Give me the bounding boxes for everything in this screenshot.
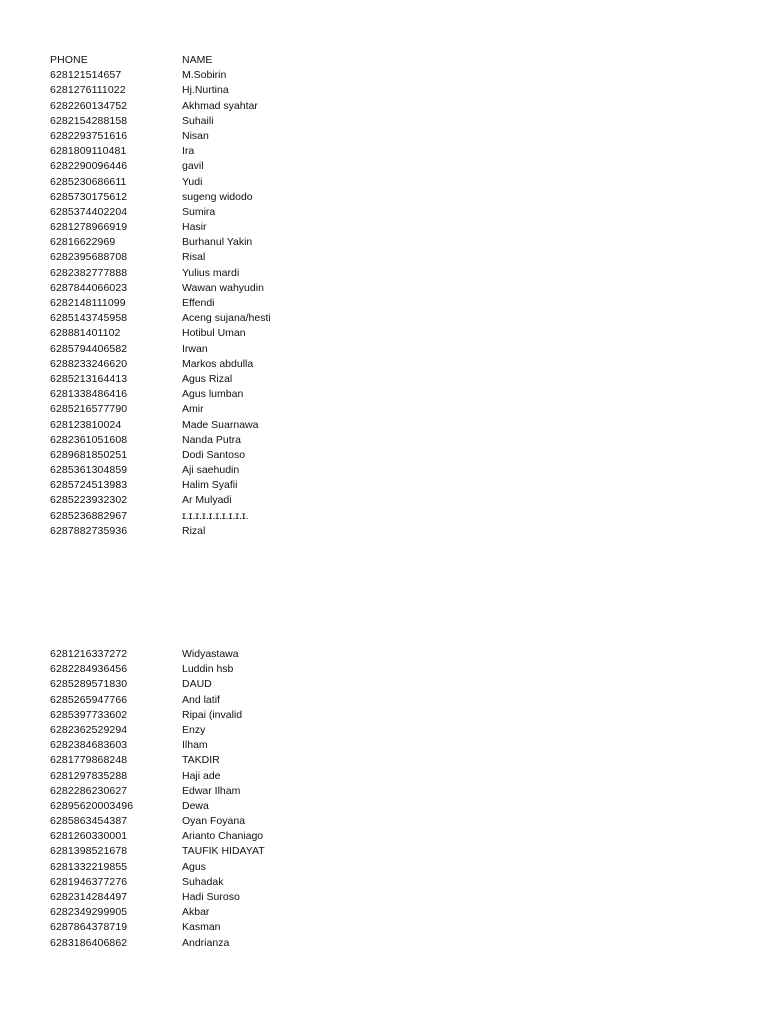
table-row: [50, 387, 410, 402]
phone-cell: 6287882735936: [50, 524, 128, 537]
table-row: [50, 920, 410, 935]
phone-cell: 6282286230627: [50, 784, 128, 797]
name-cell: M.Sobirin: [182, 69, 227, 82]
name-cell: Sumira: [182, 205, 216, 218]
table-row: [50, 190, 410, 205]
table-row: [50, 753, 410, 768]
name-cell: Amir: [182, 403, 204, 416]
phone-cell: 6289681850251: [50, 448, 128, 461]
contact-table-bottom: [50, 647, 410, 951]
table-row: [50, 296, 410, 311]
phone-cell: 6282314284497: [50, 891, 128, 903]
name-cell: Ira: [182, 145, 195, 158]
phone-cell: 6281398521678: [50, 845, 128, 858]
table-row: [50, 205, 410, 220]
name-cell: Ar Mulyadi: [182, 494, 232, 507]
contact-rows-section-2: [50, 647, 410, 951]
table-row: [50, 402, 410, 417]
table-row: [50, 905, 410, 920]
name-cell: Risal: [182, 251, 206, 264]
phone-cell: 6282293751616: [50, 129, 128, 142]
name-cell: Andrianza: [182, 936, 230, 949]
table-row: [50, 129, 410, 144]
table-row: [50, 844, 410, 859]
table-row: [50, 875, 410, 890]
table-row: [50, 326, 410, 341]
phone-cell: 628881401102: [50, 327, 121, 340]
name-cell: Aceng sujana/hesti: [182, 312, 271, 325]
phone-cell: 6281297835288: [50, 769, 128, 782]
phone-cell: 6285374402204: [50, 205, 128, 218]
table-row: [50, 860, 410, 875]
table-row: [50, 357, 410, 372]
phone-cell: 6281946377276: [50, 875, 128, 888]
name-cell: Nisan: [182, 129, 209, 142]
phone-cell: 6285863454387: [50, 815, 128, 828]
table-row: [50, 83, 410, 98]
table-row: [50, 647, 410, 662]
phone-cell: 6281809110481: [50, 145, 127, 158]
phone-cell: 6282362529294: [50, 723, 128, 736]
name-cell: TAUFIK HIDAYAT: [182, 845, 265, 858]
phone-cell: 6285397733602: [50, 708, 128, 721]
name-cell: Hotibul Uman: [182, 327, 246, 340]
name-cell: And latif: [182, 693, 220, 706]
table-row: [50, 266, 410, 281]
name-cell: Kasman: [182, 921, 221, 934]
contact-table-top: [50, 53, 410, 539]
phone-cell: 6282395688708: [50, 251, 128, 264]
name-cell: Hj.Nurtina: [182, 84, 229, 97]
phone-column-header: PHONE: [50, 54, 88, 66]
name-cell: Nanda Putra: [182, 433, 241, 446]
phone-cell: 6285289571830: [50, 678, 128, 691]
name-cell: Suhaili: [182, 114, 214, 127]
name-column-header: NAME: [182, 54, 213, 66]
name-cell: DAUD: [182, 678, 212, 691]
table-row: [50, 418, 410, 433]
phone-cell: 6285213164413: [50, 372, 128, 385]
name-cell: sugeng widodo: [182, 190, 253, 203]
phone-cell: 6287844066023: [50, 281, 128, 294]
phone-cell: 6285216577790: [50, 403, 128, 416]
name-cell: Ripai (invalid: [182, 708, 243, 721]
name-cell: Dewa: [182, 799, 209, 812]
phone-cell: 6285724513983: [50, 479, 128, 492]
table-row: [50, 708, 410, 723]
table-row: [50, 829, 410, 844]
name-cell: Wawan wahyudin: [182, 281, 264, 294]
table-row: [50, 723, 410, 738]
table-row: [50, 890, 410, 905]
name-cell: Hadi Suroso: [182, 891, 240, 903]
name-cell: Rizal: [182, 524, 206, 537]
name-cell: Made Suarnawa: [182, 418, 259, 431]
phone-cell: 6285223932302: [50, 494, 128, 507]
name-cell: Akhmad syahtar: [182, 99, 258, 112]
name-cell: Yudi: [182, 175, 203, 188]
name-cell: Ilham: [182, 739, 208, 752]
table-row: [50, 493, 410, 508]
name-cell: Widyastawa: [182, 648, 239, 660]
table-row: [50, 738, 410, 753]
table-row: [50, 448, 410, 463]
table-row: [50, 220, 410, 235]
phone-cell: 6282382777888: [50, 266, 128, 279]
phone-cell: 62816622969: [50, 236, 116, 249]
name-cell: Luddin hsb: [182, 663, 234, 676]
table-row: [50, 784, 410, 799]
name-cell: Enzy: [182, 723, 206, 736]
phone-cell: 6282284936456: [50, 663, 128, 676]
name-cell: Markos abdulla: [182, 357, 254, 370]
phone-cell: 6285265947766: [50, 693, 128, 706]
name-cell: TAKDIR: [182, 754, 220, 767]
name-cell: Agus Rizal: [182, 372, 233, 385]
table-row: [50, 936, 410, 951]
name-cell: Dodi Santoso: [182, 448, 246, 461]
table-header-row: [50, 53, 410, 68]
name-cell: Yulius mardi: [182, 266, 240, 279]
phone-cell: 628123810024: [50, 418, 122, 431]
name-cell: Hasir: [182, 221, 207, 234]
name-cell: Agus lumban: [182, 388, 244, 401]
phone-cell: 6288233246620: [50, 357, 128, 370]
table-row: [50, 68, 410, 83]
phone-cell: 6283186406862: [50, 936, 128, 949]
table-row: [50, 693, 410, 708]
table-row: [50, 463, 410, 478]
phone-cell: 6282148111099: [50, 297, 126, 309]
name-cell: Edwar Ilham: [182, 784, 241, 797]
name-cell: Arianto Chaniago: [182, 830, 264, 843]
name-cell: Suhadak: [182, 875, 224, 888]
name-cell: Agus: [182, 860, 206, 873]
table-row: [50, 433, 410, 448]
phone-cell: 6285730175612: [50, 190, 128, 203]
table-row: [50, 99, 410, 114]
table-row: [50, 662, 410, 677]
phone-cell: 6282349299905: [50, 906, 128, 919]
table-row: [50, 342, 410, 357]
phone-cell: 6281332219855: [50, 860, 128, 873]
phone-cell: 6282361051608: [50, 433, 128, 446]
phone-cell: 6285143745958: [50, 312, 128, 325]
phone-cell: 6285230686611: [50, 175, 127, 188]
table-row: [50, 814, 410, 829]
phone-cell: 6285236882967: [50, 509, 128, 522]
table-row: [50, 175, 410, 190]
table-row: [50, 372, 410, 387]
table-row: [50, 250, 410, 265]
phone-cell: 6285794406582: [50, 342, 128, 355]
phone-cell: 6281276111022: [50, 84, 126, 97]
phone-cell: 628121514657: [50, 69, 122, 82]
phone-cell: 6281260330001: [50, 830, 128, 843]
table-row: [50, 769, 410, 784]
phone-cell: 6281779868248: [50, 754, 128, 767]
table-row: [50, 235, 410, 250]
phone-cell: 62895620003496: [50, 799, 134, 812]
table-row: [50, 478, 410, 493]
table-row: [50, 524, 410, 539]
name-cell: Akbar: [182, 906, 210, 919]
name-cell: Halim Syafii: [182, 479, 238, 492]
table-row: [50, 159, 410, 174]
phone-cell: 6287864378719: [50, 921, 128, 934]
table-row: [50, 311, 410, 326]
name-cell: Effendi: [182, 297, 215, 309]
table-row: [50, 144, 410, 159]
name-cell: Haji ade: [182, 769, 221, 782]
name-cell: Burhanul Yakin: [182, 236, 253, 249]
phone-cell: 6281278966919: [50, 221, 128, 234]
phone-cell: 6282290096446: [50, 160, 128, 173]
table-row: [50, 114, 410, 129]
table-row: [50, 799, 410, 814]
name-cell: gavil: [182, 160, 204, 173]
table-row: [50, 509, 410, 524]
phone-cell: 6285361304859: [50, 464, 128, 477]
name-cell: ɪ.ɪ.ɪ.ɪ.ɪ.ɪ.ɪ.ɪ.ɪ.ɪ.: [182, 509, 249, 522]
phone-cell: 6281338486416: [50, 388, 128, 401]
phone-cell: 6281216337272: [50, 648, 128, 660]
phone-cell: 6282384683603: [50, 739, 128, 752]
name-cell: Irwan: [182, 342, 208, 355]
name-cell: Oyan Foyana: [182, 815, 246, 828]
phone-cell: 6282154288158: [50, 114, 128, 127]
table-row: [50, 281, 410, 296]
name-cell: Aji saehudin: [182, 464, 240, 477]
phone-cell: 6282260134752: [50, 99, 128, 112]
table-row: [50, 677, 410, 692]
contact-rows-section-1: [50, 68, 410, 539]
